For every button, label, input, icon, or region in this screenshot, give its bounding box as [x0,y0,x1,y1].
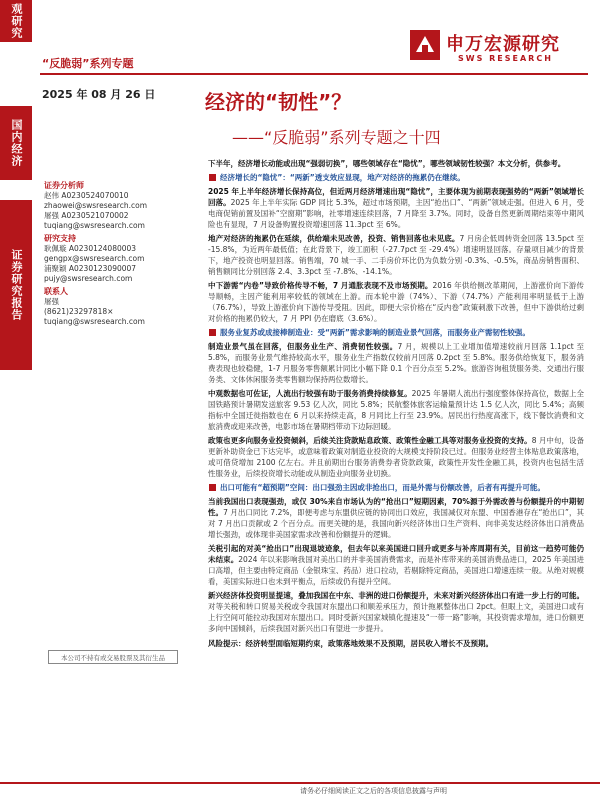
paragraph [208,341,584,385]
logo-chinese-name: 申万宏源研究 [446,34,560,55]
report-date: 2025 年 08 月 26 日 [42,88,156,101]
paragraph-lead: 中下游需“内卷”导致价格传导不畅，7 月通胀表现不及市场预期。 [208,281,433,290]
key-point-1: 经济增长的“隐忧”：“两新”透支效应显现，地产对经济的拖累仍在继续。 [208,172,584,183]
risk-warning [208,638,584,649]
analyst-email[interactable]: tuqiang@swsresearch.com [44,221,145,230]
company-logo [410,28,580,68]
footer-divider [0,782,600,784]
key-point-2: 服务业复苏或成接棒制造业：受“两新”需求影响的制造业景气回落，而服务业产需韧性较强。 [208,327,584,338]
paragraph-text: 2024 年以来影响我国对美出口的并非美国消费需求，而是补库带来的美国消费品进口，2025 年美国进口高增，但主要由特定商品（金银珠宝、药品）进口拉动，若剔除特定商品，美国进口增速连续一般。从绝对规模看，美国实际进口也未到平衡点，后续或仍有提升空间。 [208,555,584,586]
support-email[interactable]: gengpx@swsresearch.com [44,254,145,263]
paragraph-lead: 中观数据也可佐证，人流出行较强有助于服务消费持续修复。 [208,389,412,398]
analyst-heading: 证券分析师 [44,181,84,190]
contact-name: 屠强 [44,297,59,306]
paragraph-text: 7 月出口同比 7.2%，即便考虑与东盟供应链的协同出口效应，我国减仅对东盟、中国香港存在“抢出口”，其对 7 月出口贡献或 2 个百分点。而更关键的是，我国向新兴经济体出口生产资料、向非美发达经济体出口消费品增长强劲，或体现非美国家需求改善和份额提升的逻辑。 [208,508,584,539]
paragraph-text: 8 月中旬，设备更新补助资金已下达完毕，或意味着政策对制造业投资的大规模支持阶段已过。但服务业经营主体贴息政策落地，或可借贷增加 2100 亿左右。并且前期出台服务消费券者贷款政策，政策性开发性金融工具，投资内也包括生活性服务业，后续投资增长动能或从制造业向服务业切换。 [208,436,585,478]
support-line: 耿佩璇 A0230124080003 [44,244,137,253]
risk-label: 风险提示： [208,639,246,648]
logo-english-name: SWS RESEARCH [458,54,553,63]
disclaimer-stamp: 本公司不持有或交易股票及其衍生品 [48,650,178,664]
support-email[interactable]: pujy@swsresearch.com [44,274,133,283]
paragraph-lead: 新兴经济体投资明显提速，叠加我国在中东、非洲的进口份额提升，未来对新兴经济体出口有进一步上行的可能。 [208,591,584,600]
paragraph [208,233,584,277]
intro-paragraph [208,158,584,169]
paragraph [208,543,584,587]
analyst-email[interactable]: zhaowei@swsresearch.com [44,201,148,210]
contact-phone: (8621)23297818× [44,307,114,316]
paragraph-lead: 制造业景气虽在回落，但服务业生产、消费韧性较强。 [208,342,398,351]
paragraph [208,388,584,432]
report-subtitle: ——“反脆弱”系列专题之十四 [232,128,441,147]
left-sidebar-strip [0,0,32,800]
paragraph-lead: 关税引起的对美“抢出口”出现退坡迹象，但去年以来美国进口回升或更多与补库周期有关，目前这一趋势可能仍未结束。 [208,544,584,564]
category-tag-research-report: 证券研究报告 [0,200,32,370]
risk-text: 经济转型面临短期约束，政策落地效果不及预期，居民收入增长不及预期。 [245,639,493,648]
paragraph [208,496,584,540]
paragraph-lead: 当前我国出口表现强劲，或仅 30%来自市场认为的“抢出口”短期因素，70%源于外需改善与份额提升的中期韧性。 [208,497,584,517]
paragraph-lead: 地产对经济的拖累仍在延续，供给端未见改善，投资、销售回落也未见底。 [208,234,460,243]
analyst-info [44,178,194,327]
analyst-line: 屠强 A0230521070002 [44,211,129,220]
key-point-3: 出口可能有“超预期”空间：出口强劲主因或非抢出口，而是外需与份额改善，后者有再提升可能。 [208,482,584,493]
category-tag-domestic-economy: 国内经济 [0,106,32,180]
contact-heading: 联系人 [44,287,68,296]
report-title: 经济的“韧性”？ [205,90,352,114]
intro-text: 下半年，经济增长动能或出现“强弱切换”，哪些领域存在“隐忧”，哪些领域韧性较强？本文分析，供参考。 [208,159,566,168]
header-divider [40,73,588,75]
paragraph-text: 2025 年上半年实际 GDP 同比 5.3%，超过市场预期，主因“抢出口”、“两新”领域走强。但进入 6 月，受电商促销前置及国补“空窗期”影响，社零增速连续回落，7 月降至 3.7%。同时，设备自然更新周期结束等中期风险也有显现，7 月设备购置投资增速回落 11.3pct 至 6%。 [208,198,584,229]
research-support-heading: 研究支持 [44,234,76,243]
paragraph [208,186,584,230]
analyst-line: 赵伟 A0230524070010 [44,191,129,200]
paragraph-text: 7 月房企低周转资金回落 13.5pct 至 -15.8%，为近两年最低值；在此背景下，竣工面积（-27.7pct 至 -29.4%）增速明显回落。存量项目减少的背景下，地产投资也明显回落。销售端，70 城一手、二手房价环比仍为负数分别 -0.3%、-0.5%，商品房销售面积、销售额同比分别回落 2.4、3.3pct 至 -7.8%、-14.1%。 [208,234,584,276]
contact-email[interactable]: tuqiang@swsresearch.com [44,317,145,326]
paragraph-text: 2025 年暑期人流出行强度整体保持高位，数据上全国铁路预计暑期发送旅客 9.53 亿人次，同比 5.8%；民航整体旅客运输量预计达 1.5 亿人次，同比 5.4%；高频指标中全国迁徙指数也在 6 月以来持续走高，8 月同比上行至 23.9%。居民出行热度高涨下，线下餐饮消费和文旅消费或迎来改善，电影市场在暑期档带动下边际回暖。 [208,389,584,431]
category-tag-top: 观研究 [0,0,32,42]
logo-mark-icon [410,30,440,60]
paragraph-lead: 政策也更多向服务业投资倾斜，后续关注贷款贴息政策、政策性金融工具等对服务业投资的支持。 [208,436,532,445]
paragraph-text: 2016 年供给侧改革期间，上游涨价向下游传导顺畅，主因产能利用率较低的领域在上游。而本轮中游（74%）、下游（74.7%）产能利用率明显低于上游（76.7%），导致上游涨价向下游传导受阻。因此，即便大宗价格在“反内卷”政策刺激下改善，但中下游供给过剩对价格的拖累仍较大，7 月 PPI 仍在磨底（3.6%）。 [208,281,584,323]
paragraph [208,590,584,634]
footer-disclaimer: 请务必仔细阅读正文之后的各项信息披露与声明 [300,787,447,795]
report-body [208,158,584,649]
series-title: “反脆弱”系列专题 [42,57,134,70]
support-line: 浦聚颖 A0230123090007 [44,264,137,273]
paragraph [208,435,584,479]
paragraph-lead: 2025 年上半年经济增长保持高位，但近两月经济增速出现“隐忧”，主要体现为前期表现强势的“两新”领域增长回落。 [208,187,584,207]
paragraph-text: 7 月，规模以上工业增加值增速较前月回落 1.1pct 至 5.8%，而服务业景气维持较高水平，服务业生产指数仅较前月回落 0.2pct 至 5.8%。服务供给恢复下，服务消费表现也较稳健，1-7 月服务零售额累计同比小幅下降 0.1 个百分点至 5.2%。旅游咨询租赁服务类、交通出行服务类、文体休闲服务类零售额均保持两位数增长。 [208,342,584,384]
paragraph [208,280,584,324]
paragraph-text: 对等关税和转口贸易关税或令我国对东盟出口和顺差承压力，预计拖累整体出口 2pct。但眼上文，美国进口或有上行空间可能拉动我国对东盟出口。同时受新兴国家城镇化提速及“一带一路”影响，其投资需求增加，进口份额更多向中国倾斜，后续我国对新兴出口有望进一步提升。 [208,602,584,633]
